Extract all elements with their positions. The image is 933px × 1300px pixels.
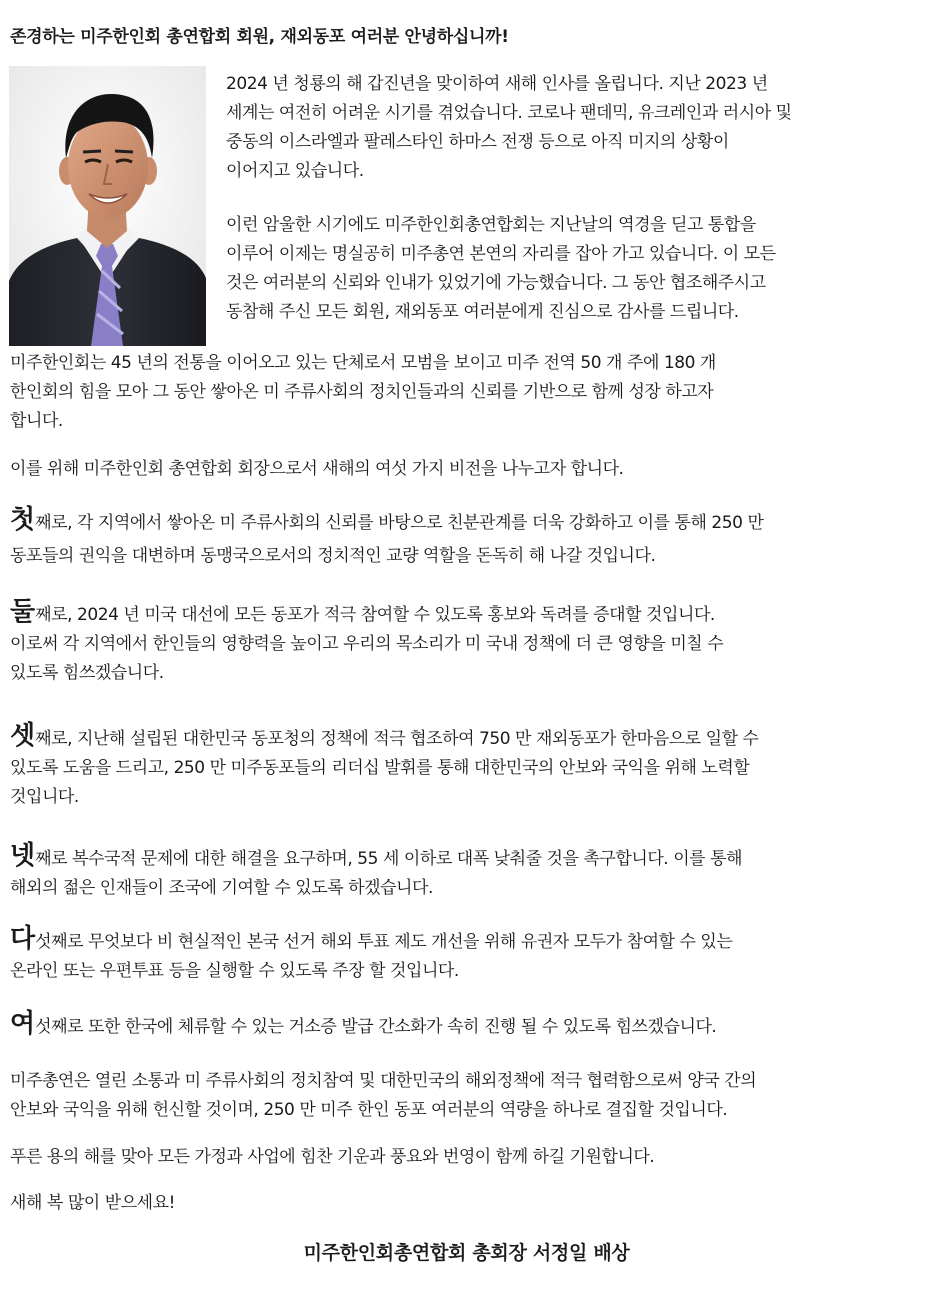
- vision-fifth: [10, 925, 732, 986]
- vision-line: 온라인 또는 우편투표 등을 실행할 수 있도록 주장 할 것입니다.: [10, 961, 459, 981]
- intro-line: 이어지고 있습니다.: [226, 161, 364, 181]
- commitment-line: 미주총연은 열린 소통과 미 주류사회의 정치참여 및 대한민국의 해외정책에 적극 협력함으로써 양국 간의: [10, 1071, 757, 1091]
- vision-initial: 셋: [10, 721, 36, 751]
- vision-second: [10, 598, 723, 688]
- vision-initial: 다: [10, 924, 36, 954]
- vision-initial: 여: [10, 1009, 36, 1039]
- vision-intro: 이를 위해 미주한인회 총연합회 회장으로서 새해의 여섯 가지 비전을 나누고자 합니다.: [10, 459, 624, 479]
- vision-line: 것입니다.: [10, 787, 79, 807]
- vision-line: 해외의 젊은 인재들이 조국에 기여할 수 있도록 하겠습니다.: [10, 878, 433, 898]
- vision-text: 섯째로 무엇보다 비 현실적인 본국 선거 해외 투표 제도 개선을 위해 유권자 모두가 참여할 수 있는: [35, 932, 733, 952]
- history-paragraph: [10, 349, 716, 436]
- vision-line: 있도록 도움을 드리고, 250 만 미주동포들의 리더십 발휘를 통해 대한민국의 안보와 국익을 위해 노력할: [10, 758, 750, 778]
- history-line: 미주한인회는 45 년의 전통을 이어오고 있는 단체로서 모범을 보이고 미주 전역 50 개 주에 180 개: [10, 353, 716, 373]
- vision-sixth: [10, 1010, 716, 1042]
- vision-text: 섯째로 또한 한국에 체류할 수 있는 거소증 발급 간소화가 속히 진행 될 수 있도록 힘쓰겠습니다.: [35, 1017, 717, 1037]
- vision-fourth: [10, 842, 742, 903]
- president-portrait: [9, 66, 206, 346]
- vision-first: [10, 506, 763, 571]
- new-year-greeting: 새해 복 많이 받으세요!: [10, 1193, 175, 1213]
- intro-line: 세계는 여전히 어려운 시기를 겪었습니다. 코로나 팬데믹, 유크레인과 러시아 및: [226, 103, 792, 123]
- vision-initial: 넷: [10, 841, 36, 871]
- greeting-heading: 존경하는 미주한인회 총연합회 회원, 재외동포 여러분 안녕하십니까!: [10, 27, 509, 47]
- thanks-line: 것은 여러분의 신뢰와 인내가 있었기에 가능했습니다. 그 동안 협조해주시고: [226, 273, 766, 293]
- vision-initial: 둘: [10, 597, 36, 627]
- thanks-paragraph: [226, 211, 776, 327]
- commitment-paragraph: [10, 1067, 756, 1125]
- vision-line: 동포들의 권익을 대변하며 동맹국으로서의 정치적인 교량 역할을 돈독히 해 나갈 것입니다.: [10, 546, 656, 566]
- intro-line: 2024 년 청룡의 해 갑진년을 맞이하여 새해 인사를 올립니다. 지난 2023 년: [226, 74, 768, 94]
- intro-paragraph: [226, 70, 792, 186]
- history-line: 한인회의 힘을 모아 그 동안 쌓아온 미 주류사회의 정치인들과의 신뢰를 기반으로 함께 성장 하고자: [10, 382, 714, 402]
- vision-text: 째로 복수국적 문제에 대한 해결을 요구하며, 55 세 이하로 대폭 낮춰줄 것을 촉구합니다. 이를 통해: [35, 849, 743, 869]
- thanks-line: 이런 암울한 시기에도 미주한인회총연합회는 지난날의 역경을 딛고 통합을: [226, 215, 756, 235]
- signature: 미주한인회총연합회 총회장 서정일 배상: [303, 1242, 630, 1264]
- history-line: 합니다.: [10, 411, 63, 431]
- vision-text: 째로, 각 지역에서 쌓아온 미 주류사회의 신뢰를 바탕으로 친분관계를 더욱 강화하고 이를 통해 250 만: [35, 513, 764, 533]
- vision-line: 이로써 각 지역에서 한인들의 영향력을 높이고 우리의 목소리가 미 국내 정책에 더 큰 영향을 미칠 수: [10, 634, 724, 654]
- thanks-line: 이루어 이제는 명실공히 미주총연 본연의 자리를 잡아 가고 있습니다. 이 모든: [226, 244, 776, 264]
- intro-line: 중동의 이스라엘과 팔레스타인 하마스 전쟁 등으로 아직 미지의 상황이: [226, 132, 729, 152]
- vision-text: 째로, 2024 년 미국 대선에 모든 동포가 적극 참여할 수 있도록 홍보와 독려를 증대할 것입니다.: [35, 605, 715, 625]
- vision-text: 째로, 지난해 설립된 대한민국 동포청의 정책에 적극 협조하여 750 만 재외동포가 한마음으로 일할 수: [35, 729, 759, 749]
- vision-initial: 첫: [10, 505, 36, 535]
- new-year-wish: 푸른 용의 해를 맞아 모든 가정과 사업에 힘찬 기운과 풍요와 번영이 함께 하길 기원합니다.: [10, 1147, 655, 1167]
- vision-line: 있도록 힘쓰겠습니다.: [10, 663, 164, 683]
- commitment-line: 안보와 국익을 위해 헌신할 것이며, 250 만 미주 한인 동포 여러분의 역량을 하나로 결집할 것입니다.: [10, 1100, 728, 1120]
- vision-third: [10, 722, 758, 812]
- thanks-line: 동참해 주신 모든 회원, 재외동포 여러분에게 진심으로 감사를 드립니다.: [226, 302, 739, 322]
